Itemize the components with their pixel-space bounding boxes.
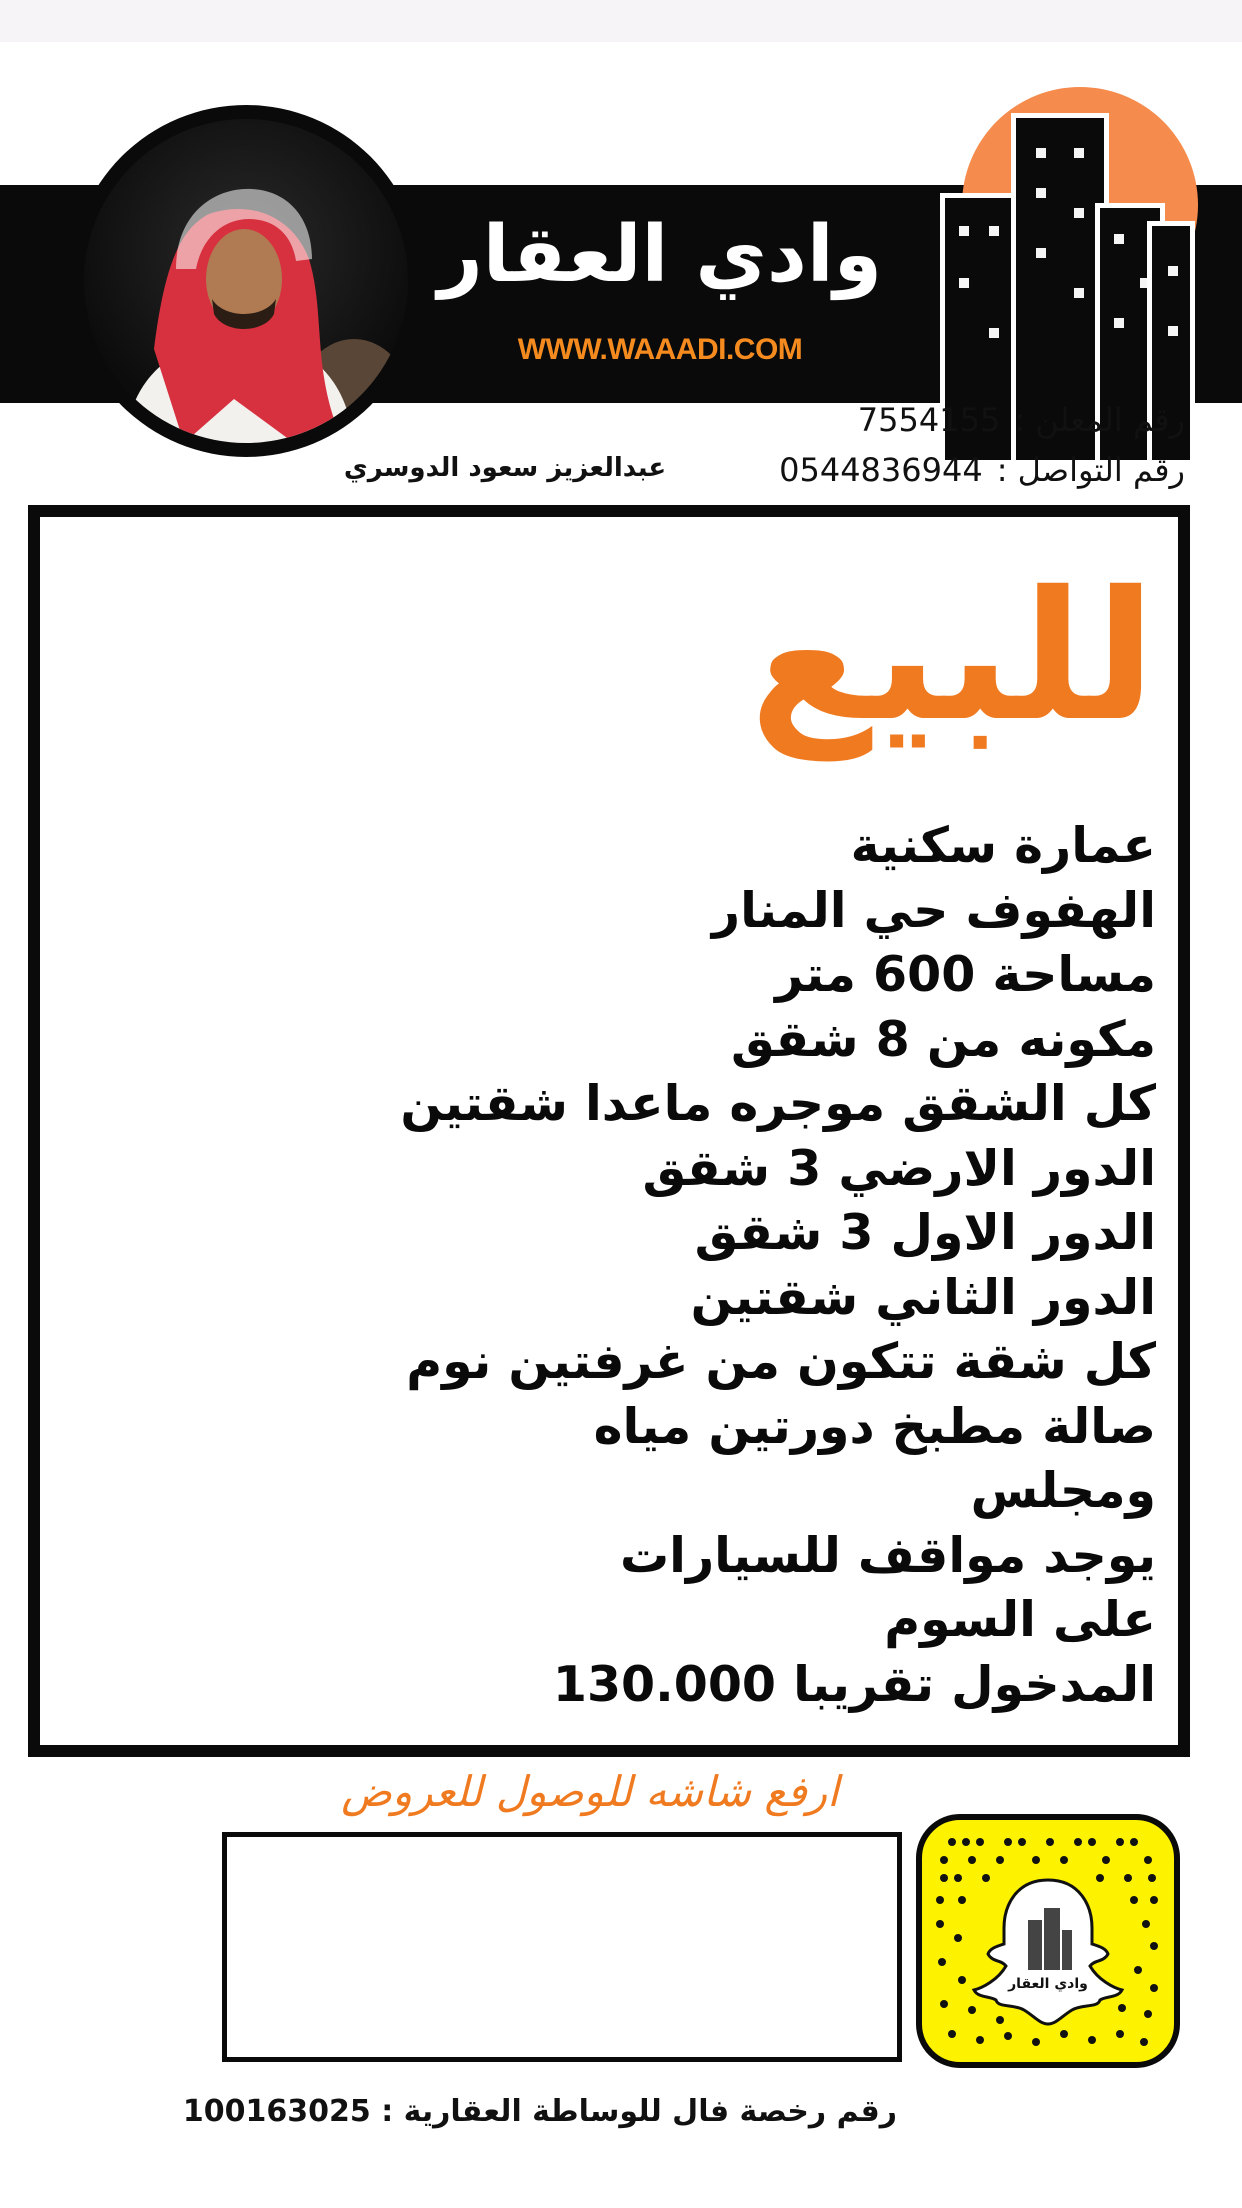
ad-line: الهفوف حي المنار [711, 881, 1156, 939]
advertiser-number-label: رقم المعلن : [1014, 401, 1185, 439]
ad-line: الدور الثاني شقتين [690, 1268, 1156, 1326]
ad-line: ومجلس [970, 1462, 1156, 1519]
ad-line: مساحة 600 متر [775, 946, 1156, 1003]
avatar [70, 105, 422, 457]
license-number: رقم رخصة فال للوساطة العقارية : 100163025 [182, 2094, 898, 2129]
advertiser-number-row [765, 398, 1185, 442]
phone-number-row [720, 448, 1185, 492]
ad-line: كل شقة تتكون من غرفتين نوم [406, 1333, 1156, 1390]
ad-line: عمارة سكنية [850, 817, 1156, 874]
swipe-up-cta[interactable]: ارفع شاشه للوصول للعروض [341, 1767, 839, 1816]
agent-name: عبدالعزيز سعود الدوسري [343, 453, 667, 483]
ad-line: على السوم [884, 1591, 1156, 1648]
empty-content-box [222, 1832, 902, 2062]
ad-line: الدور الارضي 3 شقق [642, 1139, 1156, 1197]
top-strip [0, 0, 1242, 42]
ad-line: كل الشقق موجره ماعدا شقتين [400, 1075, 1156, 1132]
building-logo-icon [925, 75, 1225, 395]
ad-line: مكونه من 8 شقق [730, 1010, 1156, 1068]
brand-name: وادي العقار [437, 210, 883, 300]
ad-line: الدور الاول 3 شقق [694, 1204, 1156, 1261]
brand-url: WWW.WAAADI.COM [517, 333, 803, 366]
ad-line: صالة مطبخ دورتين مياه [593, 1397, 1156, 1455]
ad-details [106, 814, 1156, 1717]
snapcode-icon[interactable] [916, 1814, 1180, 2068]
ad-line: يوجد مواقف للسيارات [619, 1526, 1156, 1584]
ad-line: المدخول تقريبا 130.000 [552, 1655, 1156, 1713]
for-sale-headline: للبيع [749, 553, 1156, 760]
agent-photo [84, 119, 408, 443]
snapcode-logo-text: وادي العقار [1008, 1976, 1088, 1992]
phone-number-label: رقم التواصل : [996, 451, 1185, 489]
person-silhouette-icon [84, 119, 408, 443]
advertiser-number[interactable]: 7554155 [857, 401, 1001, 439]
snapcode-dots [922, 1820, 1174, 2062]
phone-number[interactable]: 0544836944 [779, 451, 983, 489]
ad-box [28, 505, 1190, 1757]
